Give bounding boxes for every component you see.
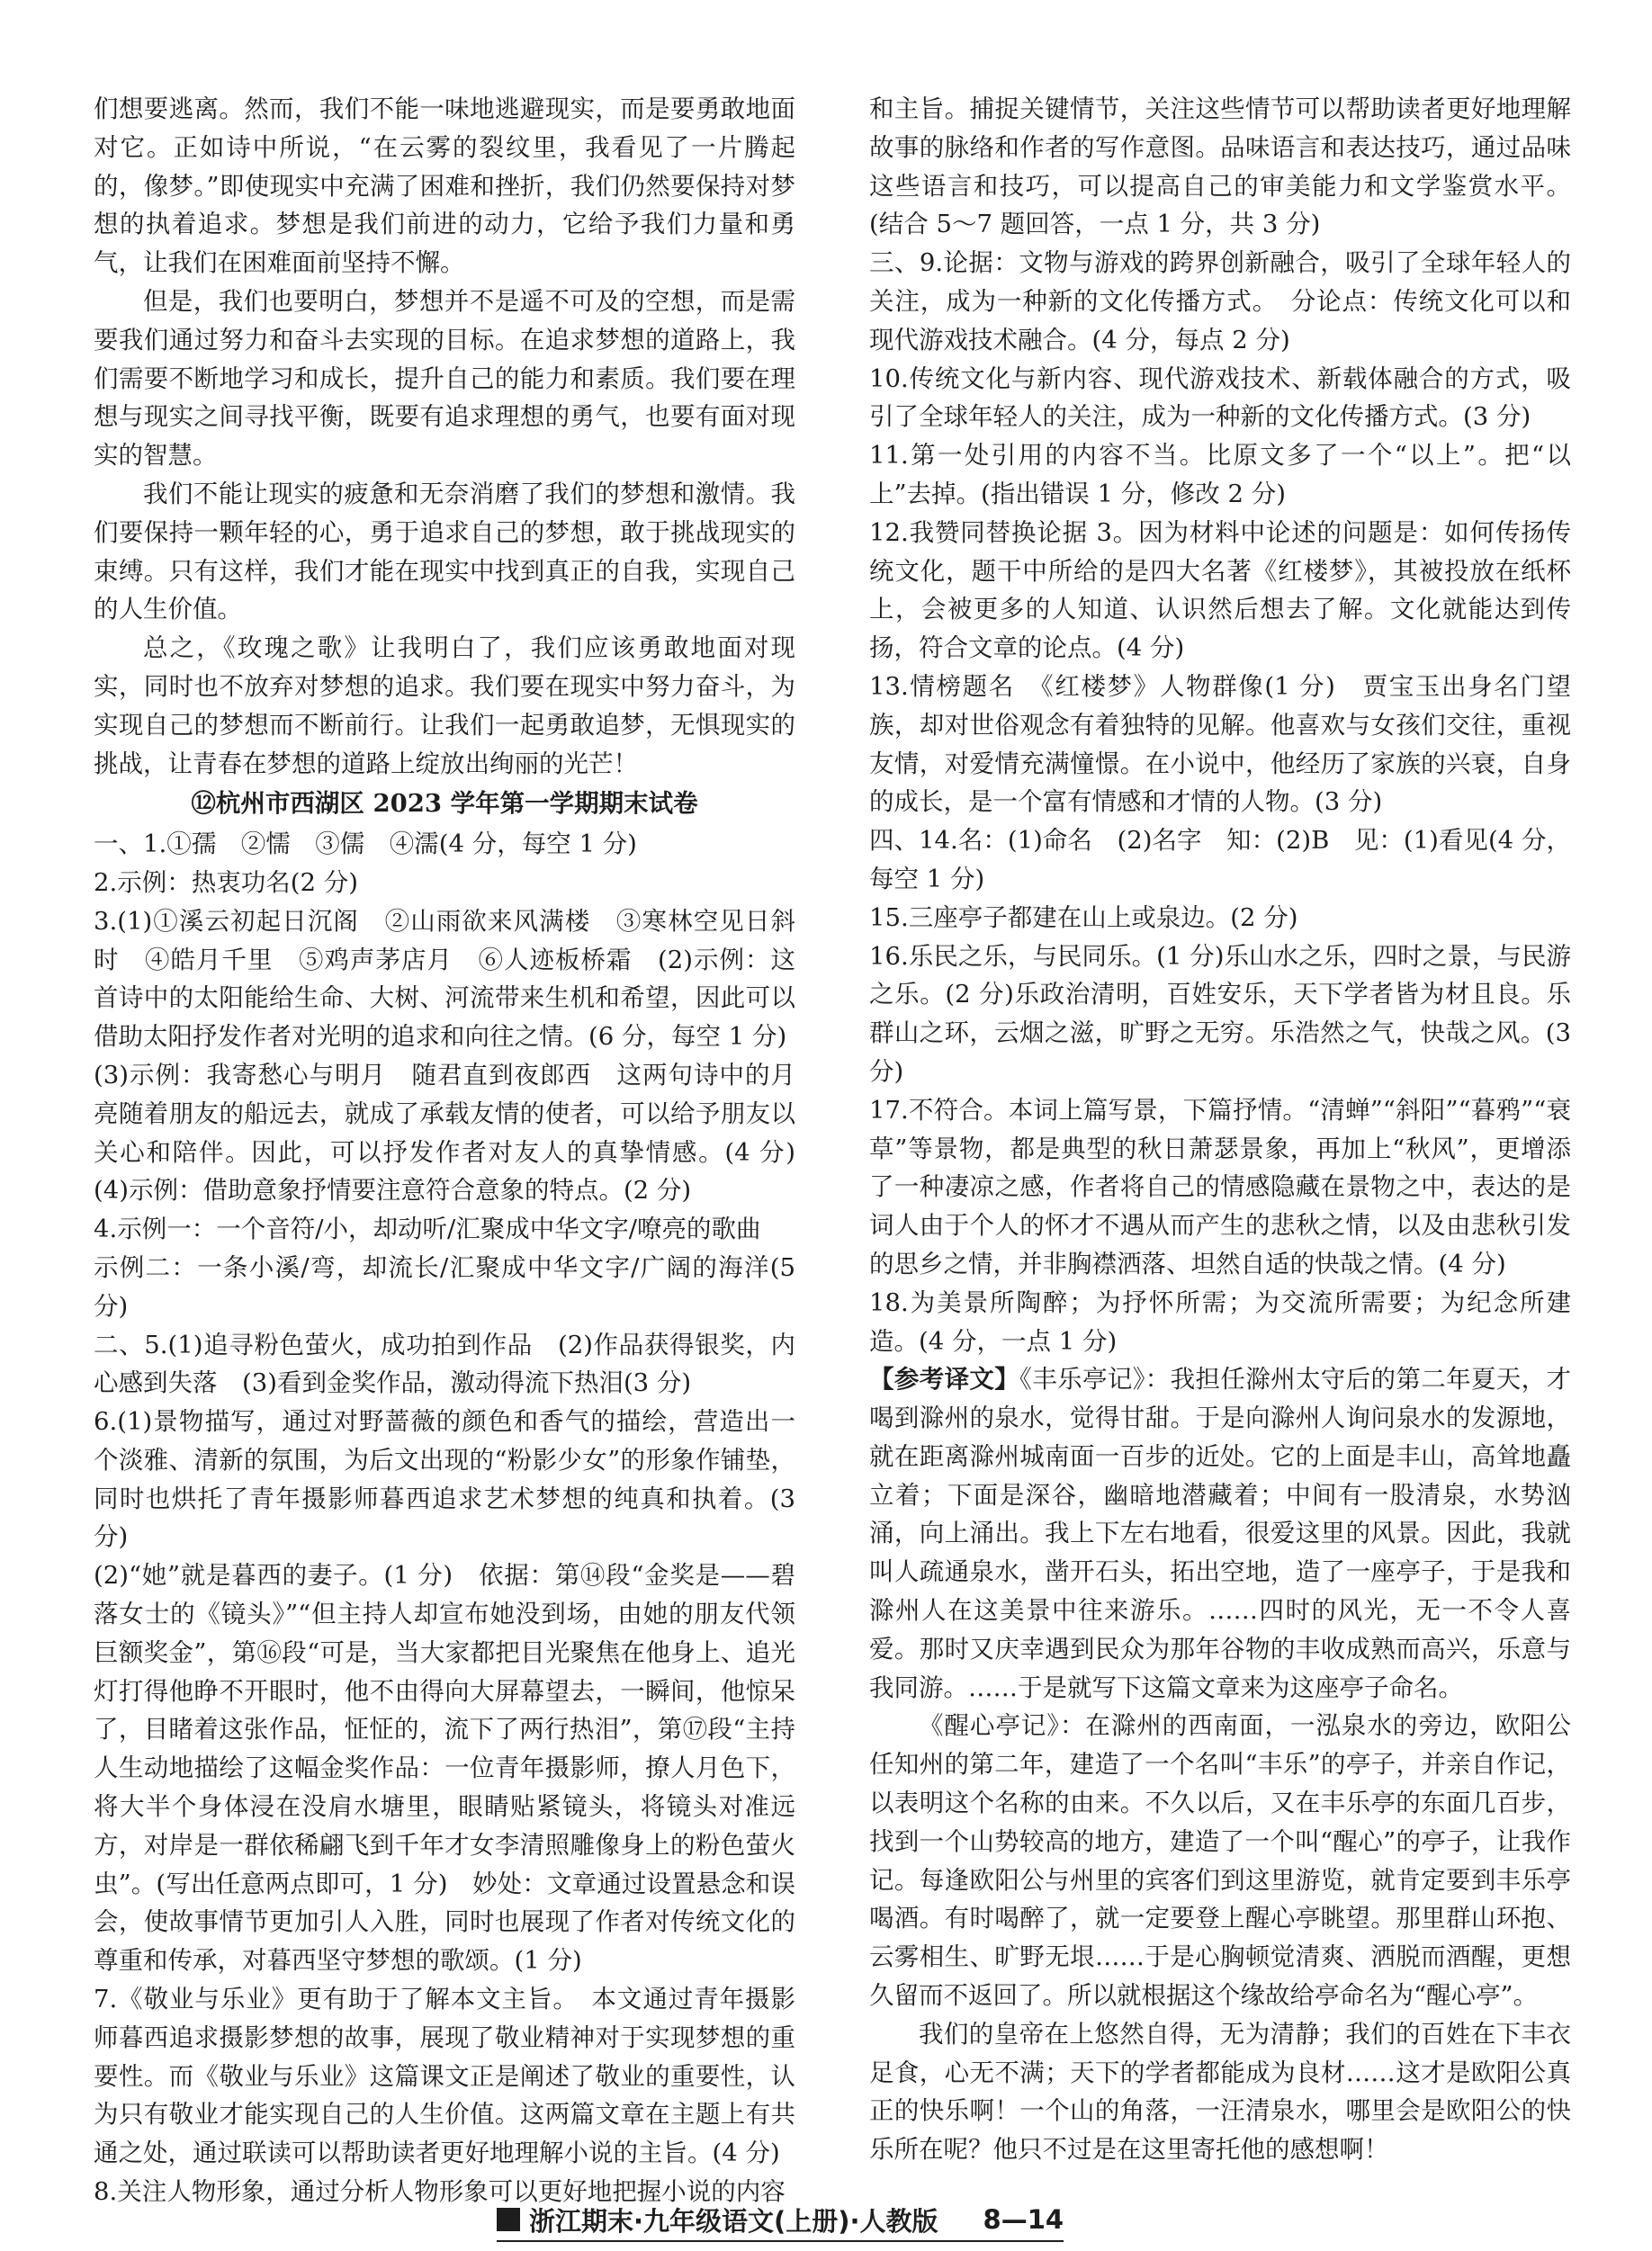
answer-8-continued: 和主旨。捕捉关键情节，关注这些情节可以帮助读者更好地理解故事的脉络和作者的写作意图。品味语言和表达技巧，通过品味这些语言和技巧，可以提高自己的审美能力和文学鉴赏水平。(结合 5～7 题回答，一点 1 分，共 3 分) (869, 94, 1571, 239)
answer-2: 2.示例：热衷功名(2 分) (94, 867, 358, 897)
reference-translation-3: 我们的皇帝在上悠然自得，无为清静；我们的百姓在下丰衣足食，心无不满；天下的学者都能成为良材……这才是欧阳公真正的快乐啊！一个山的角落，一汪清泉水，哪里会是欧阳公的快乐所在呢？他只不过是在这里寄托他的感想啊！ (869, 2019, 1571, 2165)
answer-4-example-2: 示例二：一条小溪/弯，却流长/汇聚成中华文字/广阔的海洋(5 分) (94, 1252, 795, 1321)
answer-12: 12.我赞同替换论据 3。因为材料中论述的问题是：如何传扬传统文化，题干中所给的是四大名著《红楼梦》，其被投放在纸杯上，会被更多的人知道、认识然后想去了解。文化就能达到传扬，符合文章的论点。(4 分) (869, 517, 1571, 663)
answer-3: 3.(1)①溪云初起日沉阁 ②山雨欲来风满楼 ③寒林空见日斜时 ④皓月千里 ⑤鸡声茅店月 ⑥人迹板桥霜 (2)示例：这首诗中的太阳能给生命、大树、河流带来生机和希望，因此可以借助太阳抒发作者对光明的追求和向往之情。(6 分，每空 1 分) (94, 906, 795, 1052)
answer-1: 一、1.①孺 ②懦 ③儒 ④濡(4 分，每空 1 分) (94, 830, 637, 859)
reference-translation-text: 《丰乐亭记》：我担任滁州太守后的第二年夏天，才喝到滁州的泉水，觉得甘甜。于是向滁州人询问泉水的发源地，就在距离滁州城南面一百步的近处。它的上面是丰山，高耸地矗立着；下面是深谷，幽暗地潜藏着；中间有一股清泉，水势汹涌，向上涌出。我上下左右地看，很爱这里的风景。因此，我就叫人疏通泉水，凿开石头，拓出空地，造了一座亭子，于是我和滁州人在这美景中往来游乐。……四时的风光，无一不令人喜爱。那时又庆幸遇到民众为那年谷物的丰收成熟而高兴，乐意与我同游。……于是就写下这篇文章来为这座亭子命名。 (869, 1365, 1572, 1702)
answer-14: 四、14.名：(1)命名 (2)名字 知：(2)B 见：(1)看见(4 分，每空 1 分) (869, 826, 1571, 893)
answer-9: 三、9.论据：文物与游戏的跨界创新融合，吸引了全球年轻人的关注，成为一种新的文化传播方式。 分论点：传统文化可以和现代游戏技术融合。(4 分，每点 2 分) (869, 248, 1571, 354)
answer-8: 8.关注人物形象，通过分析人物形象可以更好地把握小说的内容 (94, 2177, 786, 2207)
answer-3-continued: (3)示例：我寄愁心与明月 随君直到夜郎西 这两句诗中的月亮随着朋友的船远去，就成了承载友情的使者，可以给予朋友以关心和陪伴。因此，可以抒发作者对友人的真挚情感。(4 分) (4)示例：借助意象抒情要注意符合意象的特点。(2 分) (94, 1060, 821, 1206)
answer-10: 10.传统文化与新内容、现代游戏技术、新载体融合的方式，吸引了全球年轻人的关注，成为一种新的文化传播方式。(3 分) (869, 363, 1571, 432)
reference-translation-2: 《醒心亭记》：在滁州的西南面，一泓泉水的旁边，欧阳公任知州的第二年，建造了一个名叫“丰乐”的亭子，并亲自作记，以表明这个名称的由来。不久以后，又在丰乐亭的东面几百步，找到一个山势较高的地方，建造了一个叫“醒心”的亭子，让我作记。每逢欧阳公与州里的宾客们到这里游览，就肯定要到丰乐亭喝酒。有时喝醉了，就一定要登上醒心亭眺望。那里群山环抱、云雾相生、旷野无垠……于是心胸顿觉清爽、洒脱而酒醒，更想久留而不返回了。所以就根据这个缘故给亭命名为“醒心亭”。 (869, 1711, 1571, 2011)
answer-11: 11.第一处引用的内容不当。比原文多了一个“以上”。把“以上”去掉。(指出错误 1 分，修改 2 分) (869, 441, 1571, 508)
right-column (869, 90, 1571, 2169)
reference-translation-1 (869, 1360, 1571, 1707)
answer-5: 二、5.(1)追寻粉色萤火，成功拍到作品 (2)作品获得银奖，内心感到失落 (3)看到金奖作品，激动得流下热泪(3 分) (94, 1330, 795, 1398)
exam-section-title: ⑫杭州市西湖区 2023 学年第一学期期末试卷 (191, 789, 698, 819)
reference-translation-label: 【参考译文】 (869, 1365, 1020, 1395)
answer-17: 17.不符合。本词上篇写景，下篇抒情。“清蝉”“斜阳”“暮鸦”“衰草”等景物，都是典型的秋日萧瑟景象，再加上“秋风”，更增添了一种凄凉之感，作者将自己的情感隐藏在景物之中，表达的是词人由于个人的怀才不遇从而产生的悲秋之情，以及由悲秋引发的思乡之情，并非胸襟洒落、坦然自适的快哉之情。(4 分) (869, 1095, 1571, 1278)
answer-6-part-2: (2)“她”就是暮西的妻子。(1 分) 依据：第⑭段“金奖是——碧落女士的《镜头》”“但主持人却宣布她没到场，由她的朋友代领巨额奖金”，第⑯段“可是，当大家都把目光聚焦在他身上、追光灯打得他睁不开眼时，他不由得向大屏幕望去，一瞬间，他惊呆了，目睹着这张作品，怔怔的，流下了两行热泪”，第⑰段“主持人生动地描绘了这幅金奖作品：一位青年摄影师，撩人月色下，将大半个身体浸在没肩水塘里，眼睛贴紧镜头，将镜头对准远方，对岸是一群依稀翩飞到千年才女李清照雕像身上的粉色萤火虫”。(写出任意两点即可，1 分) 妙处：文章通过设置悬念和误会，使故事情节更加引人入胜，同时也展现了作者对传统文化的尊重和传承，对暮西坚守梦想的歌颂。(1 分) (94, 1561, 795, 1976)
page-footer (497, 2201, 1064, 2238)
left-column (94, 90, 821, 2211)
answer-7: 7.《敬业与乐业》更有助于了解本文主旨。 本文通过青年摄影师暮西追求摄影梦想的故事，展现了敬业精神对于实现梦想的重要性。而《敬业与乐业》这篇课文正是阐述了敬业的重要性，认为只有敬业才能实现自己的人生价值。这两篇文章在主题上有共通之处，通过联读可以帮助读者更好地理解小说的主旨。(4 分) (94, 1985, 795, 2168)
essay-paragraph-1: 们想要逃离。然而，我们不能一味地逃避现实，而是要勇敢地面对它。正如诗中所说，“在云雾的裂纹里，我看见了一片腾起的，像梦。”即使现实中充满了困难和挫折，我们仍然要保持对梦想的执着追求。梦想是我们前进的动力，它给予我们力量和勇气，让我们在困难面前坚持不懈。 (94, 94, 795, 278)
footer-rule (497, 2240, 1064, 2242)
answer-18: 18.为美景所陶醉；为抒怀所需；为交流所需要；为纪念所建造。(4 分，一点 1 分) (869, 1287, 1571, 1356)
answer-13: 13.情榜题名 《红楼梦》人物群像(1 分) 贾宝玉出身名门望族，却对世俗观念有着独特的见解。他喜欢与女孩们交往，重视友情，对爱情充满憧憬。在小说中，他经历了家族的兴衰，自身的成长，是一个富有情感和才情的人物。(3 分) (869, 671, 1571, 817)
answer-15: 15.三座亭子都建在山上或泉边。(2 分) (869, 902, 1298, 932)
answer-16: 16.乐民之乐，与民同乐。(1 分)乐山水之乐，四时之景，与民游之乐。(2 分)乐政治清明，百姓安乐，天下学者皆为材且良。乐群山之环，云烟之滋，旷野之无穷。乐浩然之气，快哉之风。(3 分) (869, 941, 1571, 1086)
essay-paragraph-4: 总之，《玫瑰之歌》让我明白了，我们应该勇敢地面对现实，同时也不放弃对梦想的追求。我们要在现实中努力奋斗，为实现自己的梦想而不断前行。让我们一起勇敢追梦，无惧现实的挑战，让青春在梦想的道路上绽放出绚丽的光芒！ (94, 633, 795, 778)
essay-paragraph-2: 但是，我们也要明白，梦想并不是遥不可及的空想，而是需要我们通过努力和奋斗去实现的目标。在追求梦想的道路上，我们需要不断地学习和成长，提升自己的能力和素质。我们要在理想与现实之间寻找平衡，既要有追求理想的勇气，也要有面对现实的智慧。 (94, 286, 795, 471)
black-square-icon (497, 2208, 520, 2231)
essay-paragraph-3: 我们不能让现实的疲惫和无奈消磨了我们的梦想和激情。我们要保持一颗年轻的心，勇于追求自己的梦想，敢于挑战现实的束缚。只有这样，我们才能在现实中找到真正的自我，实现自己的人生价值。 (94, 479, 795, 624)
page-number: 8—14 (983, 2204, 1064, 2235)
footer-title: 浙江期末·九年级语文(上册)·人教版 (529, 2205, 938, 2237)
answer-4: 4.示例一：一个音符/小，却动听/汇聚成中华文字/嘹亮的歌曲 (94, 1215, 761, 1244)
answer-6: 6.(1)景物描写，通过对野蔷薇的颜色和香气的描绘，营造出一个淡雅、清新的氛围，为后文出现的“粉影少女”的形象作铺垫，同时也烘托了青年摄影师暮西追求艺术梦想的纯真和执着。(3 分) (94, 1407, 795, 1552)
